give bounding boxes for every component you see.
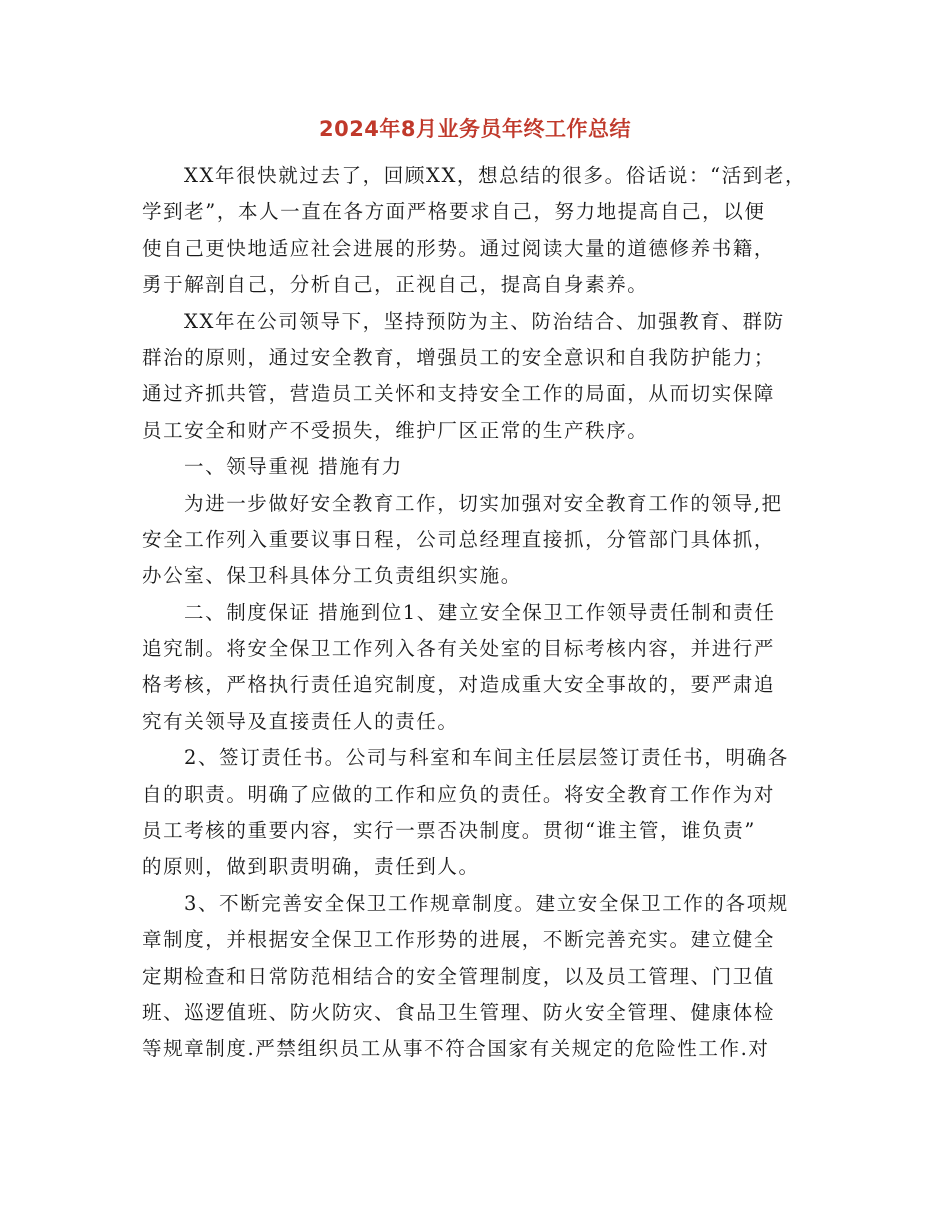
text-line: 等规章制度.严禁组织员工从事不符合国家有关规定的危险性工作.对 — [142, 1037, 770, 1061]
text-line: 通过齐抓共管，营造员工关怀和支持安全工作的局面，从而切实保障 — [142, 382, 776, 406]
text-line: 班、巡逻值班、防火防灾、食品卫生管理、防火安全管理、健康体检 — [142, 1000, 776, 1024]
text-line: 学到老”，本人一直在各方面严格要求自己，努力地提高自己，以便 — [142, 200, 766, 224]
text-line: 一、领导重视 措施有力 — [184, 455, 403, 479]
text-line: 自的职责。明确了应做的工作和应负的责任。将安全教育工作作为对 — [142, 782, 776, 806]
document-title: 2024年8月业务员年终工作总结 — [318, 117, 632, 141]
text-line: 群治的原则，通过安全教育，增强员工的安全意识和自我防护能力； — [142, 345, 776, 369]
text-line: 究有关领导及直接责任人的责任。 — [142, 709, 459, 733]
text-line: 员工安全和财产不受损失，维护厂区正常的生产秩序。 — [142, 418, 649, 442]
text-line: 为进一步做好安全教育工作，切实加强对安全教育工作的领导,把 — [184, 491, 783, 515]
text-line: 3、不断完善安全保卫工作规章制度。建立安全保卫工作的各项规 — [184, 891, 789, 915]
text-line: 的原则，做到职责明确，责任到人。 — [142, 855, 480, 879]
text-line: 二、制度保证 措施到位1、建立安全保卫工作领导责任制和责任 — [184, 600, 776, 624]
text-line: XX年在公司领导下，坚持预防为主、防治结合、加强教育、群防 — [184, 309, 785, 333]
text-line: 定期检查和日常防范相结合的安全管理制度，以及员工管理、门卫值 — [142, 964, 776, 988]
text-line: 追究制。将安全保卫工作列入各有关处室的目标考核内容，并进行严 — [142, 637, 776, 661]
text-line: 办公室、保卫科具体分工负责组织实施。 — [142, 564, 522, 588]
text-line: 章制度，并根据安全保卫工作形势的进展，不断完善充实。建立健全 — [142, 928, 776, 952]
text-line: 使自己更快地适应社会进展的形势。通过阅读大量的道德修养书籍， — [142, 236, 776, 260]
text-line: 2、签订责任书。公司与科室和车间主任层层签订责任书，明确各 — [184, 746, 789, 770]
text-line: 格考核，严格执行责任追究制度，对造成重大安全事故的，要严肃追 — [142, 673, 776, 697]
text-line: 安全工作列入重要议事日程，公司总经理直接抓，分管部门具体抓， — [142, 527, 776, 551]
document-body — [142, 158, 812, 1068]
text-line: XX年很快就过去了，回顾XX，想总结的很多。俗话说：“活到老， — [184, 164, 807, 187]
text-line: 勇于解剖自己，分析自己，正视自己，提高自身素养。 — [142, 273, 649, 297]
text-line: 员工考核的重要内容，实行一票否决制度。贯彻“谁主管，谁负责” — [142, 819, 756, 843]
